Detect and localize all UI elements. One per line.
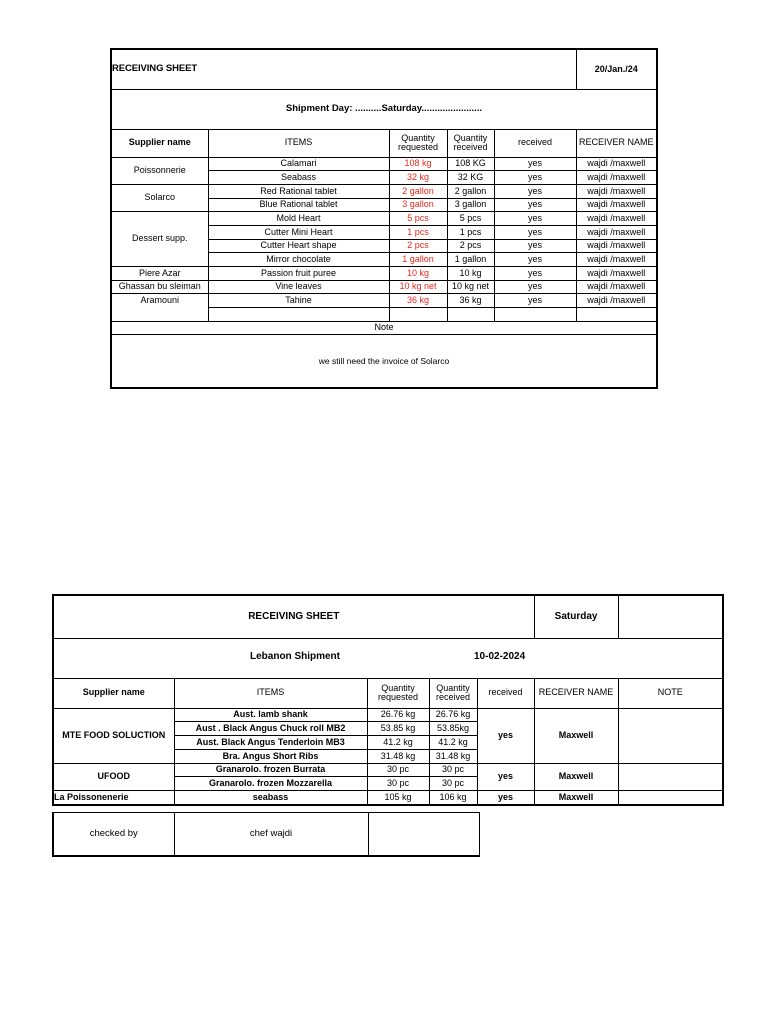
- sheet1-qty-received: 1 pcs: [447, 225, 494, 239]
- sheet2-qty-received: 41.2 kg: [429, 736, 477, 750]
- sheet2-received: yes: [477, 708, 534, 763]
- sheet1-received: yes: [494, 280, 576, 294]
- sheet1-qty-received: 2 pcs: [447, 239, 494, 253]
- sheet1-header-receiver: RECEIVER NAME: [576, 129, 657, 157]
- sheet1-qty-received: 2 gallon: [447, 184, 494, 198]
- sheet1-item: Red Rational tablet: [208, 184, 389, 198]
- sheet1-receiver: wajdi /maxwell: [576, 267, 657, 281]
- sheet2-header-supplier: Supplier name: [53, 678, 174, 708]
- sheet2-header-note: NOTE: [618, 678, 723, 708]
- sheet1-qty-requested: 3 gallon: [389, 198, 447, 212]
- sheet1-item: Blue Rational tablet: [208, 198, 389, 212]
- sheet1-received: yes: [494, 239, 576, 253]
- sheet1-qty-requested: 32 kg: [389, 171, 447, 185]
- sheet1-supplier-cell: Piere Azar: [111, 267, 208, 281]
- sheet1-qty-received: 10 kg: [447, 267, 494, 281]
- sheet1-supplier-cell: Aramouni: [111, 294, 208, 308]
- sheet1-item: Calamari: [208, 157, 389, 171]
- sheet2-qty-received: 30 pc: [429, 763, 477, 777]
- sheet2-item: Bra. Angus Short Ribs: [174, 749, 367, 763]
- sheet2-item: Aust. Black Angus Tenderloin MB3: [174, 736, 367, 750]
- receiving-sheet-1: [110, 48, 658, 389]
- sheet1-receiver: wajdi /maxwell: [576, 225, 657, 239]
- sheet1-supplier-cell: Ghassan bu sleiman: [111, 280, 208, 294]
- sheet1-header-qty-requested: Quantity requested: [389, 129, 447, 157]
- sheet2-received: yes: [477, 763, 534, 791]
- sheet1-shipment-day: Shipment Day: ..........Saturday.......................: [111, 89, 657, 129]
- sheet2-note-cell: [618, 708, 723, 763]
- sheet1-supplier-cell: Poissonnerie: [111, 157, 208, 184]
- sheet1-item: Vine leaves: [208, 280, 389, 294]
- sheet1-received: yes: [494, 212, 576, 226]
- sheet1-supplier-cell: Solarco: [111, 184, 208, 211]
- sheet1-qty-requested: 10 kg: [389, 267, 447, 281]
- sheet1-qty-requested: 108 kg: [389, 157, 447, 171]
- sheet1-qty-requested: 36 kg: [389, 294, 447, 308]
- sheet1-header-received: received: [494, 129, 576, 157]
- sheet2-header-items: ITEMS: [174, 678, 367, 708]
- sheet1-receiver: wajdi /maxwell: [576, 280, 657, 294]
- sheet2-qty-received: 53.85kg: [429, 722, 477, 736]
- sheet1-qty-requested: 10 kg net: [389, 280, 447, 294]
- sheet1-item: Tahine: [208, 294, 389, 308]
- sheet2-receiver: Maxwell: [534, 708, 618, 763]
- sheet2-qty-received: 31.48 kg: [429, 749, 477, 763]
- sheet1-title: RECEIVING SHEET: [111, 49, 576, 89]
- sheet1-note-text: we still need the invoice of Solarco: [111, 334, 657, 388]
- sheet1-empty-cell: [447, 308, 494, 322]
- sheet1-receiver: wajdi /maxwell: [576, 184, 657, 198]
- sheet1-header-qty-received: Quantity received: [447, 129, 494, 157]
- sheet1-received: yes: [494, 267, 576, 281]
- sheet1-qty-requested: 1 pcs: [389, 225, 447, 239]
- sheet2-shipment-row: [53, 638, 723, 678]
- sheet2-qty-requested: 26.76 kg: [367, 708, 429, 722]
- sheet1-receiver: wajdi /maxwell: [576, 198, 657, 212]
- sheet2-item: Granarolo. frozen Burrata: [174, 763, 367, 777]
- checked-by-table: [52, 812, 480, 857]
- sheet1-empty-cell: [111, 308, 208, 322]
- sheet2-item: Aust. lamb shank: [174, 708, 367, 722]
- sheet1-item: Seabass: [208, 171, 389, 185]
- sheet2-header-qty-requested: Quantity requested: [367, 678, 429, 708]
- sheet1-qty-received: 5 pcs: [447, 212, 494, 226]
- sheet2-qty-requested: 41.2 kg: [367, 736, 429, 750]
- checked-by-signature-cell: [368, 813, 479, 856]
- sheet1-qty-requested: 1 gallon: [389, 253, 447, 267]
- sheet2-item: seabass: [174, 791, 367, 805]
- checked-by-label: checked by: [53, 813, 174, 856]
- sheet2-title: RECEIVING SHEET: [53, 595, 534, 638]
- sheet2-header-qty-received: Quantity received: [429, 678, 477, 708]
- sheet2-item: Aust . Black Angus Chuck roll MB2: [174, 722, 367, 736]
- sheet1-received: yes: [494, 157, 576, 171]
- sheet1-header-items: ITEMS: [208, 129, 389, 157]
- sheet1-item: Passion fruit puree: [208, 267, 389, 281]
- sheet1-qty-received: 10 kg net: [447, 280, 494, 294]
- sheet1-receiver: wajdi /maxwell: [576, 171, 657, 185]
- sheet1-receiver: wajdi /maxwell: [576, 157, 657, 171]
- sheet2-supplier-cell: MTE FOOD SOLUCTION: [53, 708, 174, 763]
- sheet1-qty-received: 108 KG: [447, 157, 494, 171]
- sheet1-empty-cell: [576, 308, 657, 322]
- sheet1-receiver: wajdi /maxwell: [576, 253, 657, 267]
- sheet2-receiver: Maxwell: [534, 791, 618, 805]
- sheet1-note-label: Note: [111, 321, 657, 334]
- sheet1-empty-cell: [494, 308, 576, 322]
- sheet1-date: 20/Jan./24: [576, 49, 657, 89]
- sheet1-received: yes: [494, 184, 576, 198]
- sheet1-received: yes: [494, 294, 576, 308]
- sheet2-qty-received: 26.76 kg: [429, 708, 477, 722]
- sheet2-qty-requested: 31.48 kg: [367, 749, 429, 763]
- sheet1-item: Mirror chocolate: [208, 253, 389, 267]
- sheet2-qty-received: 30 pc: [429, 777, 477, 791]
- sheet2-day: Saturday: [534, 595, 618, 638]
- sheet1-item: Cutter Mini Heart: [208, 225, 389, 239]
- sheet2-item: Granarolo. frozen Mozzarella: [174, 777, 367, 791]
- sheet2-qty-requested: 105 kg: [367, 791, 429, 805]
- sheet2-header-received: received: [477, 678, 534, 708]
- receiving-sheet-2: [52, 594, 724, 806]
- sheet2-empty-cell: [618, 595, 723, 638]
- sheet1-header-supplier: Supplier name: [111, 129, 208, 157]
- sheet2-header-receiver: RECEIVER NAME: [534, 678, 618, 708]
- sheet1-empty-cell: [389, 308, 447, 322]
- sheet2-received: yes: [477, 791, 534, 805]
- sheet2-qty-requested: 30 pc: [367, 763, 429, 777]
- sheet2-qty-received: 106 kg: [429, 791, 477, 805]
- sheet2-note-cell: [618, 763, 723, 791]
- sheet1-receiver: wajdi /maxwell: [576, 239, 657, 253]
- sheet1-qty-received: 1 gallon: [447, 253, 494, 267]
- sheet1-received: yes: [494, 198, 576, 212]
- sheet2-receiver: Maxwell: [534, 763, 618, 791]
- sheet1-empty-cell: [208, 308, 389, 322]
- sheet1-item: Cutter Heart shape: [208, 239, 389, 253]
- sheet1-receiver: wajdi /maxwell: [576, 294, 657, 308]
- sheet1-qty-received: 32 KG: [447, 171, 494, 185]
- sheet1-qty-requested: 2 gallon: [389, 184, 447, 198]
- sheet1-received: yes: [494, 253, 576, 267]
- sheet2-qty-requested: 53.85 kg: [367, 722, 429, 736]
- sheet1-item: Mold Heart: [208, 212, 389, 226]
- sheet2-shipment: Lebanon Shipment: [250, 650, 340, 662]
- sheet2-qty-requested: 30 pc: [367, 777, 429, 791]
- sheet1-received: yes: [494, 225, 576, 239]
- sheet1-qty-requested: 5 pcs: [389, 212, 447, 226]
- sheet2-supplier-cell: UFOOD: [53, 763, 174, 791]
- checked-by-name: chef wajdi: [174, 813, 368, 856]
- sheet2-supplier-cell: La Poissonenerie: [53, 791, 174, 805]
- sheet1-qty-received: 3 gallon: [447, 198, 494, 212]
- sheet1-qty-received: 36 kg: [447, 294, 494, 308]
- sheet1-qty-requested: 2 pcs: [389, 239, 447, 253]
- sheet1-supplier-cell: Dessert supp.: [111, 212, 208, 267]
- sheet2-note-cell: [618, 791, 723, 805]
- sheet2-shipment-date: 10-02-2024: [474, 650, 526, 662]
- sheet1-received: yes: [494, 171, 576, 185]
- sheet1-receiver: wajdi /maxwell: [576, 212, 657, 226]
